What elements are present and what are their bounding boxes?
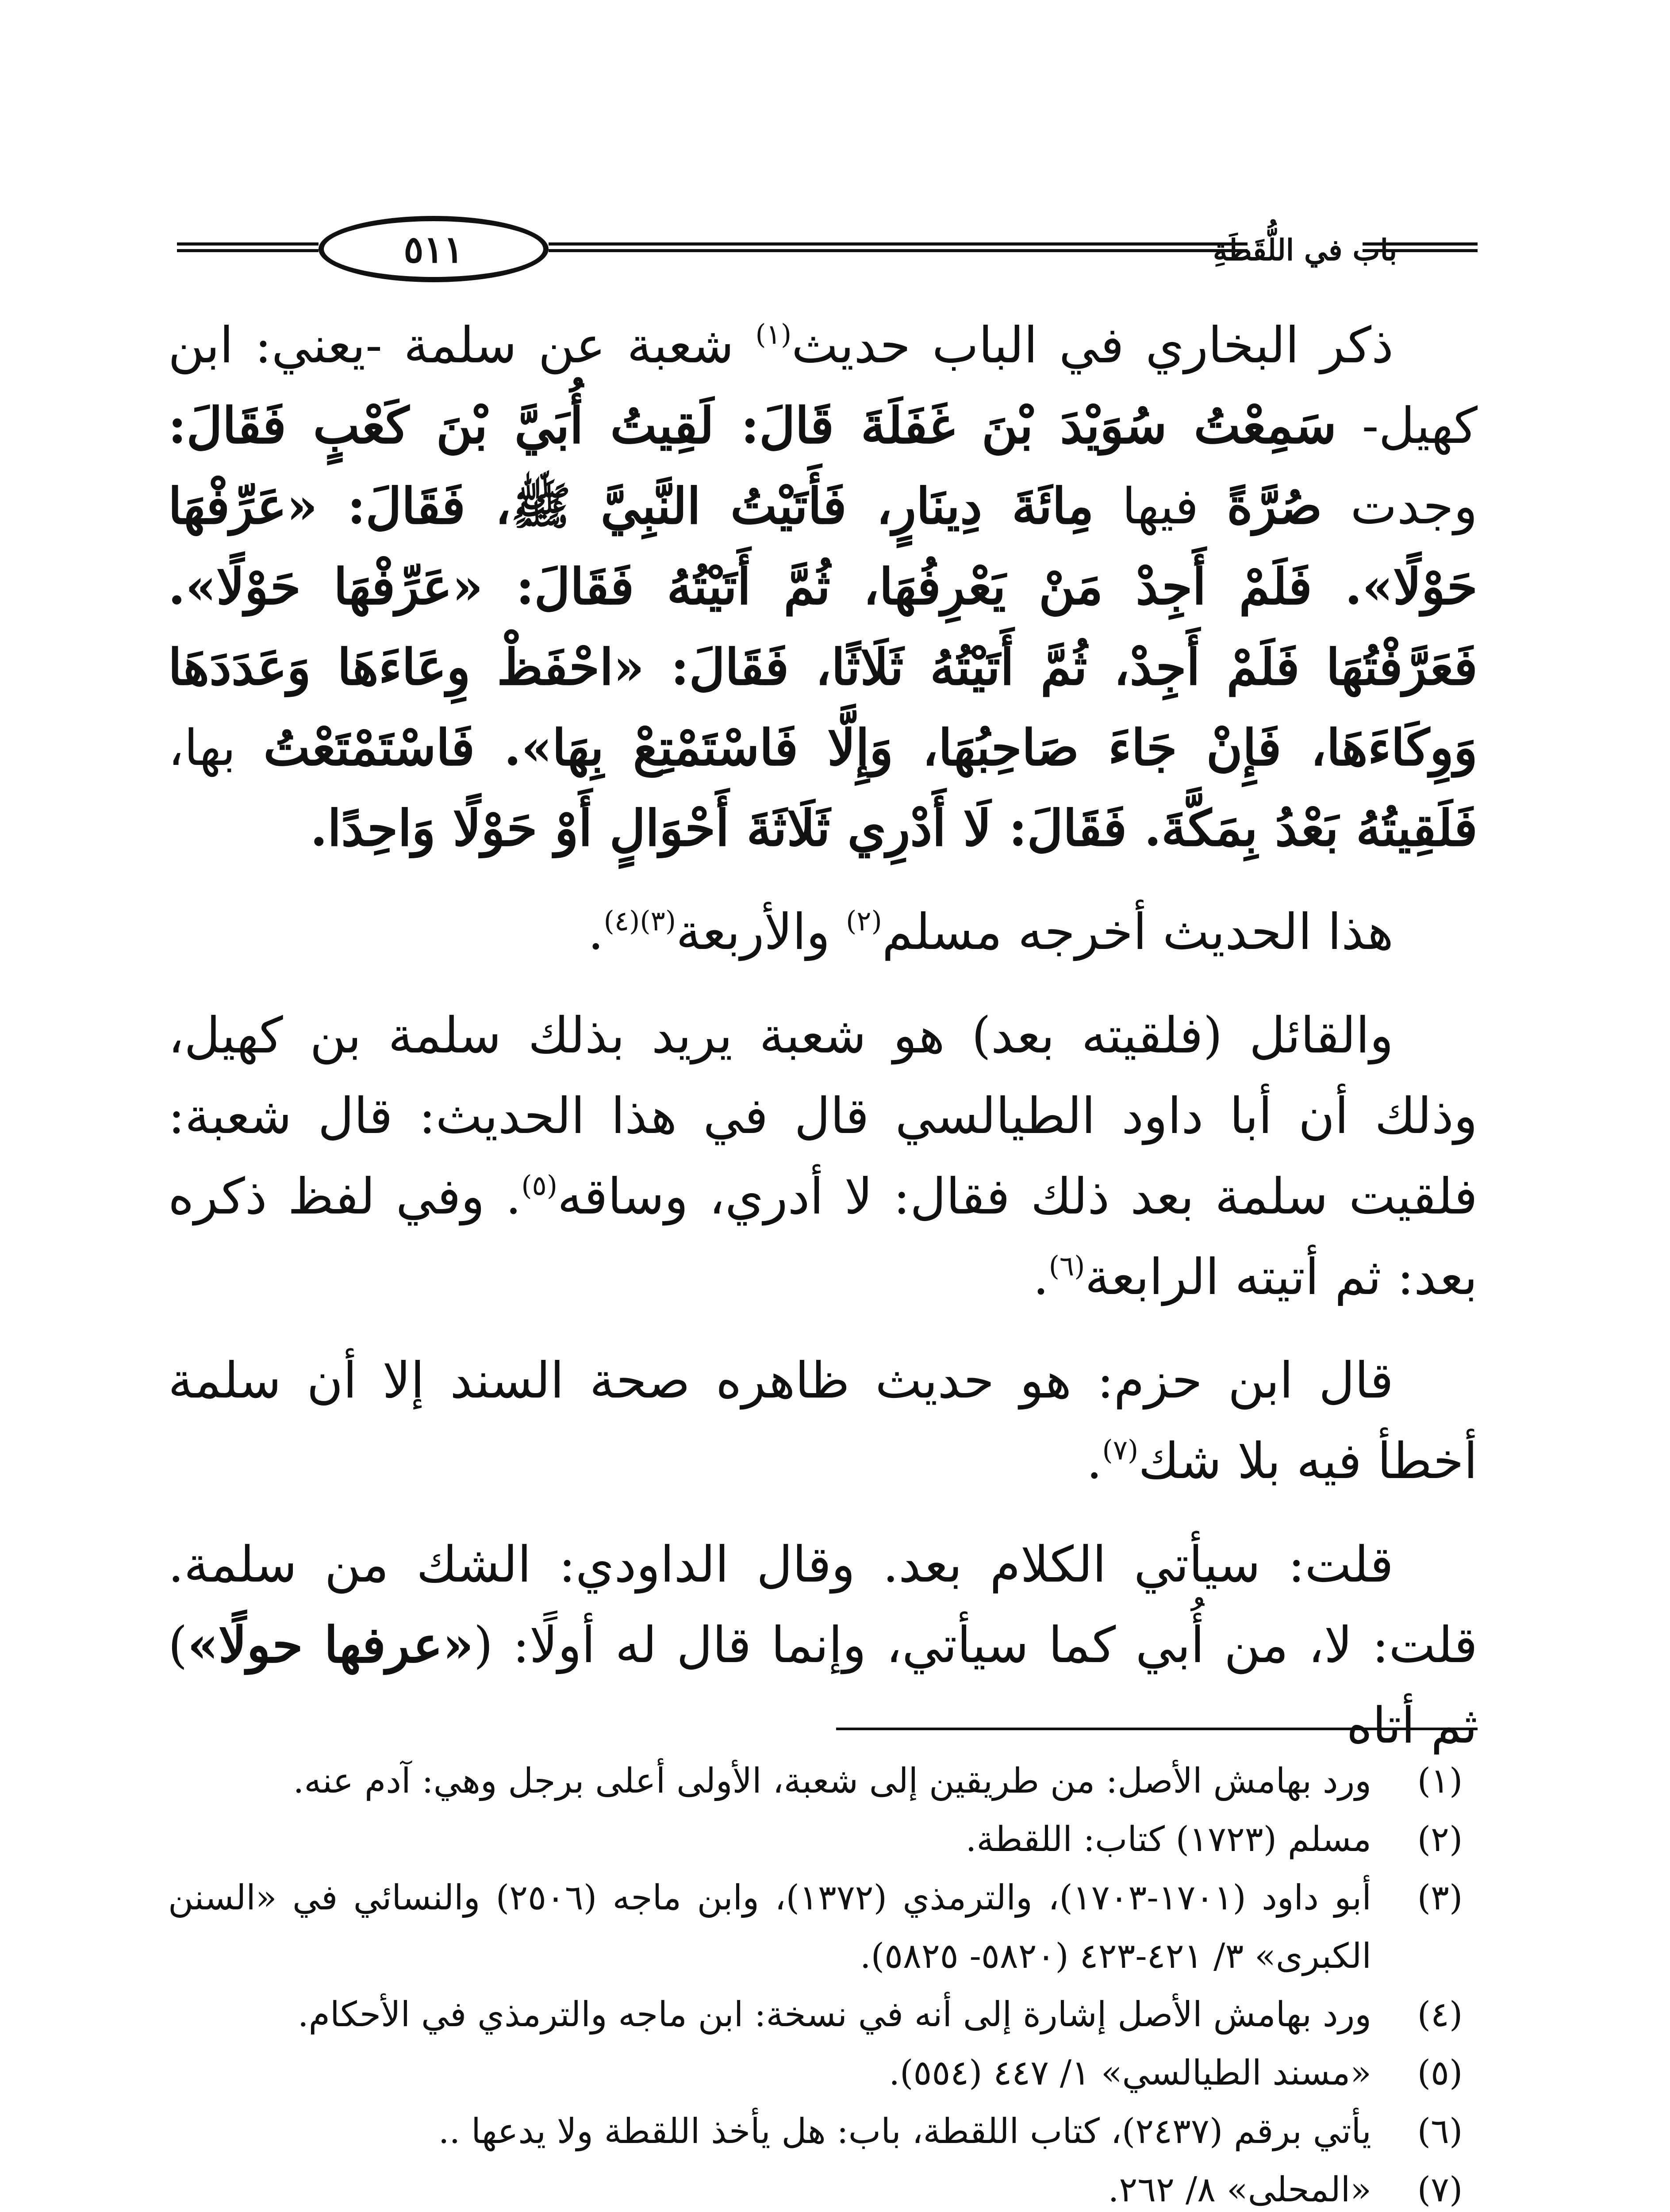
- main-text: [168, 305, 1478, 1789]
- text-run: شعبة عن سلمة -يعني: ابن كهيل-: [168, 317, 1478, 455]
- footnote-item: [168, 1752, 1478, 1810]
- hadith-text: فَلَقِيتُهُ بَعْدُ بِمَكَّةَ. فَقَالَ: لَا أَدْرِي ثَلَاثَةَ أَحْوَالٍ أَوْ حَوْلًا وَاحِدًا.: [310, 799, 1478, 857]
- text-run: قال ابن حزم: هو حديث ظاهره صحة السند إلا أن سلمة أخطأ فيه بلا شك: [168, 1352, 1478, 1490]
- footnote-text: أبو داود (١٧٠١-١٧٠٣)، والترمذي (١٣٧٢)، وابن ماجه (٢٥٠٦) والنسائي في «السنن الكبرى» ٣/ ٤٢١-٤٢٣ (٥٨٢٠- ٥٨٢٥).: [168, 1878, 1372, 1976]
- footnote-number: (١): [1417, 1761, 1463, 1801]
- text-run: والأربعة: [676, 903, 846, 961]
- footnote-number: (٧): [1417, 2170, 1463, 2210]
- paragraph-hadith: [168, 305, 1478, 869]
- footnote-ref[interactable]: (٥): [521, 1169, 558, 1202]
- text-run: وجدت: [1322, 478, 1478, 535]
- footnote-item: [168, 1869, 1478, 1985]
- footnote-separator: [836, 1728, 1478, 1730]
- footnote-ref[interactable]: (٦): [1048, 1250, 1085, 1282]
- running-title: باب في اللُّقَطَةِ: [1213, 233, 1397, 267]
- footnote-text: يأتي برقم (٢٤٣٧)، كتاب اللقطة، باب: هل يأخذ اللقطة ولا يدعها ..: [438, 2112, 1371, 2151]
- header-rule-left: [177, 242, 319, 252]
- footnote-number: (٤): [1417, 1995, 1463, 2035]
- footnote-ref[interactable]: (١): [755, 318, 792, 350]
- footnote-text: ورد بهامش الأصل: من طريقين إلى شعبة، الأولى أعلى برجل وهي: آدم عنه.: [293, 1761, 1371, 1801]
- text-run: قلت: سيأتي الكلام بعد. وقال الداودي: الشك من سلمة. قلت: لا، من أُبي كما سيأتي، وإنما قال له أولًا: (: [168, 1536, 1478, 1674]
- text-run: بها،: [168, 719, 264, 777]
- page-number: ٥١١: [319, 216, 549, 282]
- header-rule-right: [1363, 242, 1478, 252]
- footnote-text: «المحلى» ٨/ ٢٦٢.: [1108, 2170, 1371, 2210]
- paragraph-takhrij: [168, 892, 1478, 972]
- hadith-text: سَمِعْتُ سُوَيْدَ بْنَ غَفَلَةَ قَالَ: لَقِيتُ أُبَيَّ بْنَ كَعْبٍ فَقَالَ:: [168, 397, 1337, 455]
- footnote-ref[interactable]: (٣)(٤): [603, 905, 676, 937]
- footnote-text: «مسند الطيالسي» ١/ ٤٤٧ (٥٥٤).: [889, 2053, 1371, 2093]
- hadith-text: صُرَّةً: [1227, 477, 1322, 535]
- footnotes-list: [168, 1752, 1478, 2212]
- footnote-number: (٣): [1417, 1878, 1463, 1918]
- text-run: .: [588, 903, 604, 961]
- text-run: .: [1033, 1248, 1049, 1306]
- footnote-text: مسلم (١٧٢٣) كتاب: اللقطة.: [965, 1820, 1371, 1859]
- footnote-ref[interactable]: (٧): [1102, 1434, 1139, 1466]
- footnote-ref[interactable]: (٢): [846, 905, 882, 937]
- text-run: ذكر البخاري في الباب حديث: [791, 317, 1394, 374]
- text-run: .: [1086, 1432, 1102, 1490]
- footnote-text: ورد بهامش الأصل إشارة إلى أنه في نسخة: ابن ماجه والترمذي في الأحكام.: [297, 1995, 1371, 2035]
- text-run: ) ثم أتاه: [168, 1617, 1478, 1755]
- footnote-item: [168, 2044, 1478, 2102]
- text-run: . وفي لفظ ذكره بعد: ثم أتيته الرابعة: [168, 1168, 1478, 1306]
- footnote-item: [168, 1810, 1478, 1869]
- paragraph-commentary: [168, 995, 1478, 1317]
- footnote-item: [168, 2102, 1478, 2161]
- hadith-text: «عرفها حولًا»: [187, 1616, 474, 1674]
- footnote-number: (٢): [1417, 1820, 1463, 1859]
- footnote-number: (٥): [1417, 2053, 1463, 2093]
- header-rule-middle: [549, 242, 1248, 252]
- footnote-item: [168, 2161, 1478, 2212]
- hadith-text: مِائَةَ دِينَارٍ، فَأَتَيْتُ النَّبِيَّ ﷺ، فَقَالَ: «عَرِّفْهَا حَوْلًا». فَلَمْ أَجِدْ مَنْ يَعْرِفُهَا، ثُمَّ أَتَيْتُهُ فَقَالَ: «عَرِّفْهَا حَوْلًا». فَعَرَّفْتُهَا فَلَمْ أَجِدْ، ثُمَّ أَتَيْتُهُ ثَلَاثًا، فَقَالَ: «احْفَظْ وِعَاءَهَا وَعَدَدَهَا وَوِكَاءَهَا، فَإِنْ جَاءَ صَاحِبُهَا، وَإِلَّا فَاسْتَمْتِعْ بِهَا». فَاسْتَمْتَعْتُ: [168, 477, 1478, 777]
- footnote-number: (٦): [1417, 2112, 1463, 2151]
- text-run: فيها: [1094, 478, 1227, 535]
- text-run: والقائل (فلقيته بعد) هو شعبة يريد بذلك سلمة بن كهيل، وذلك أن أبا داود الطيالسي قال في هذا الحديث: قال شعبة: فلقيت سلمة بعد ذلك فقال: لا أدري، وساقه: [168, 1007, 1478, 1225]
- footnote-item: [168, 1985, 1478, 2044]
- text-run: هذا الحديث أخرجه مسلم: [882, 903, 1394, 961]
- paragraph-ibn-hazm: [168, 1340, 1478, 1502]
- running-header: [168, 208, 1478, 296]
